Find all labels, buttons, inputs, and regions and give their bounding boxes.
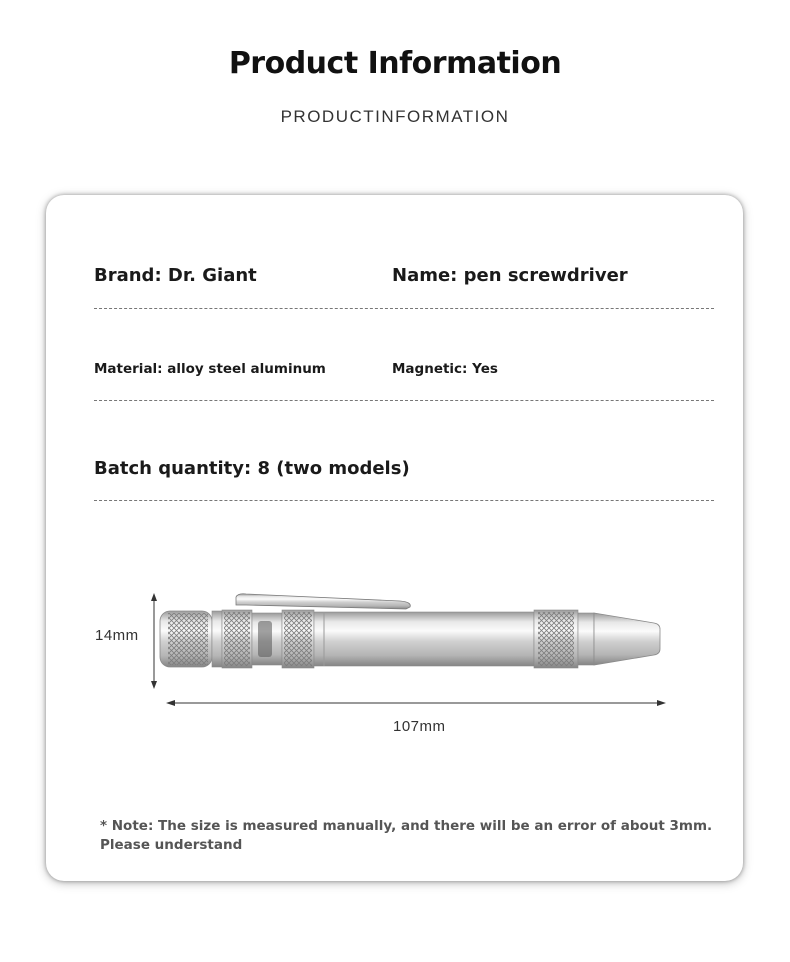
divider [94,308,714,309]
spec-magnetic: Magnetic: Yes [392,361,498,377]
spec-material: Material: alloy steel aluminum [94,361,326,377]
measurement-note [100,817,720,855]
divider [94,400,714,401]
divider [94,500,714,501]
spec-name: Name: pen screwdriver [392,265,628,286]
note-line-1: * Note: The size is measured manually, and there will be an error of about 3mm. [100,818,713,834]
note-line-2: Please understand [100,837,243,853]
spec-brand: Brand: Dr. Giant [94,265,257,286]
length-dimension-label: 107mm [393,718,446,735]
length-dimension-arrow [166,695,666,711]
pen-screwdriver-image [154,593,674,679]
spec-batch-quantity: Batch quantity: 8 (two models) [94,458,410,479]
page-subtitle: PRODUCTINFORMATION [280,107,510,126]
product-info-card [46,195,743,881]
page-title: Product Information [228,46,562,81]
height-dimension-label: 14mm [95,627,139,644]
